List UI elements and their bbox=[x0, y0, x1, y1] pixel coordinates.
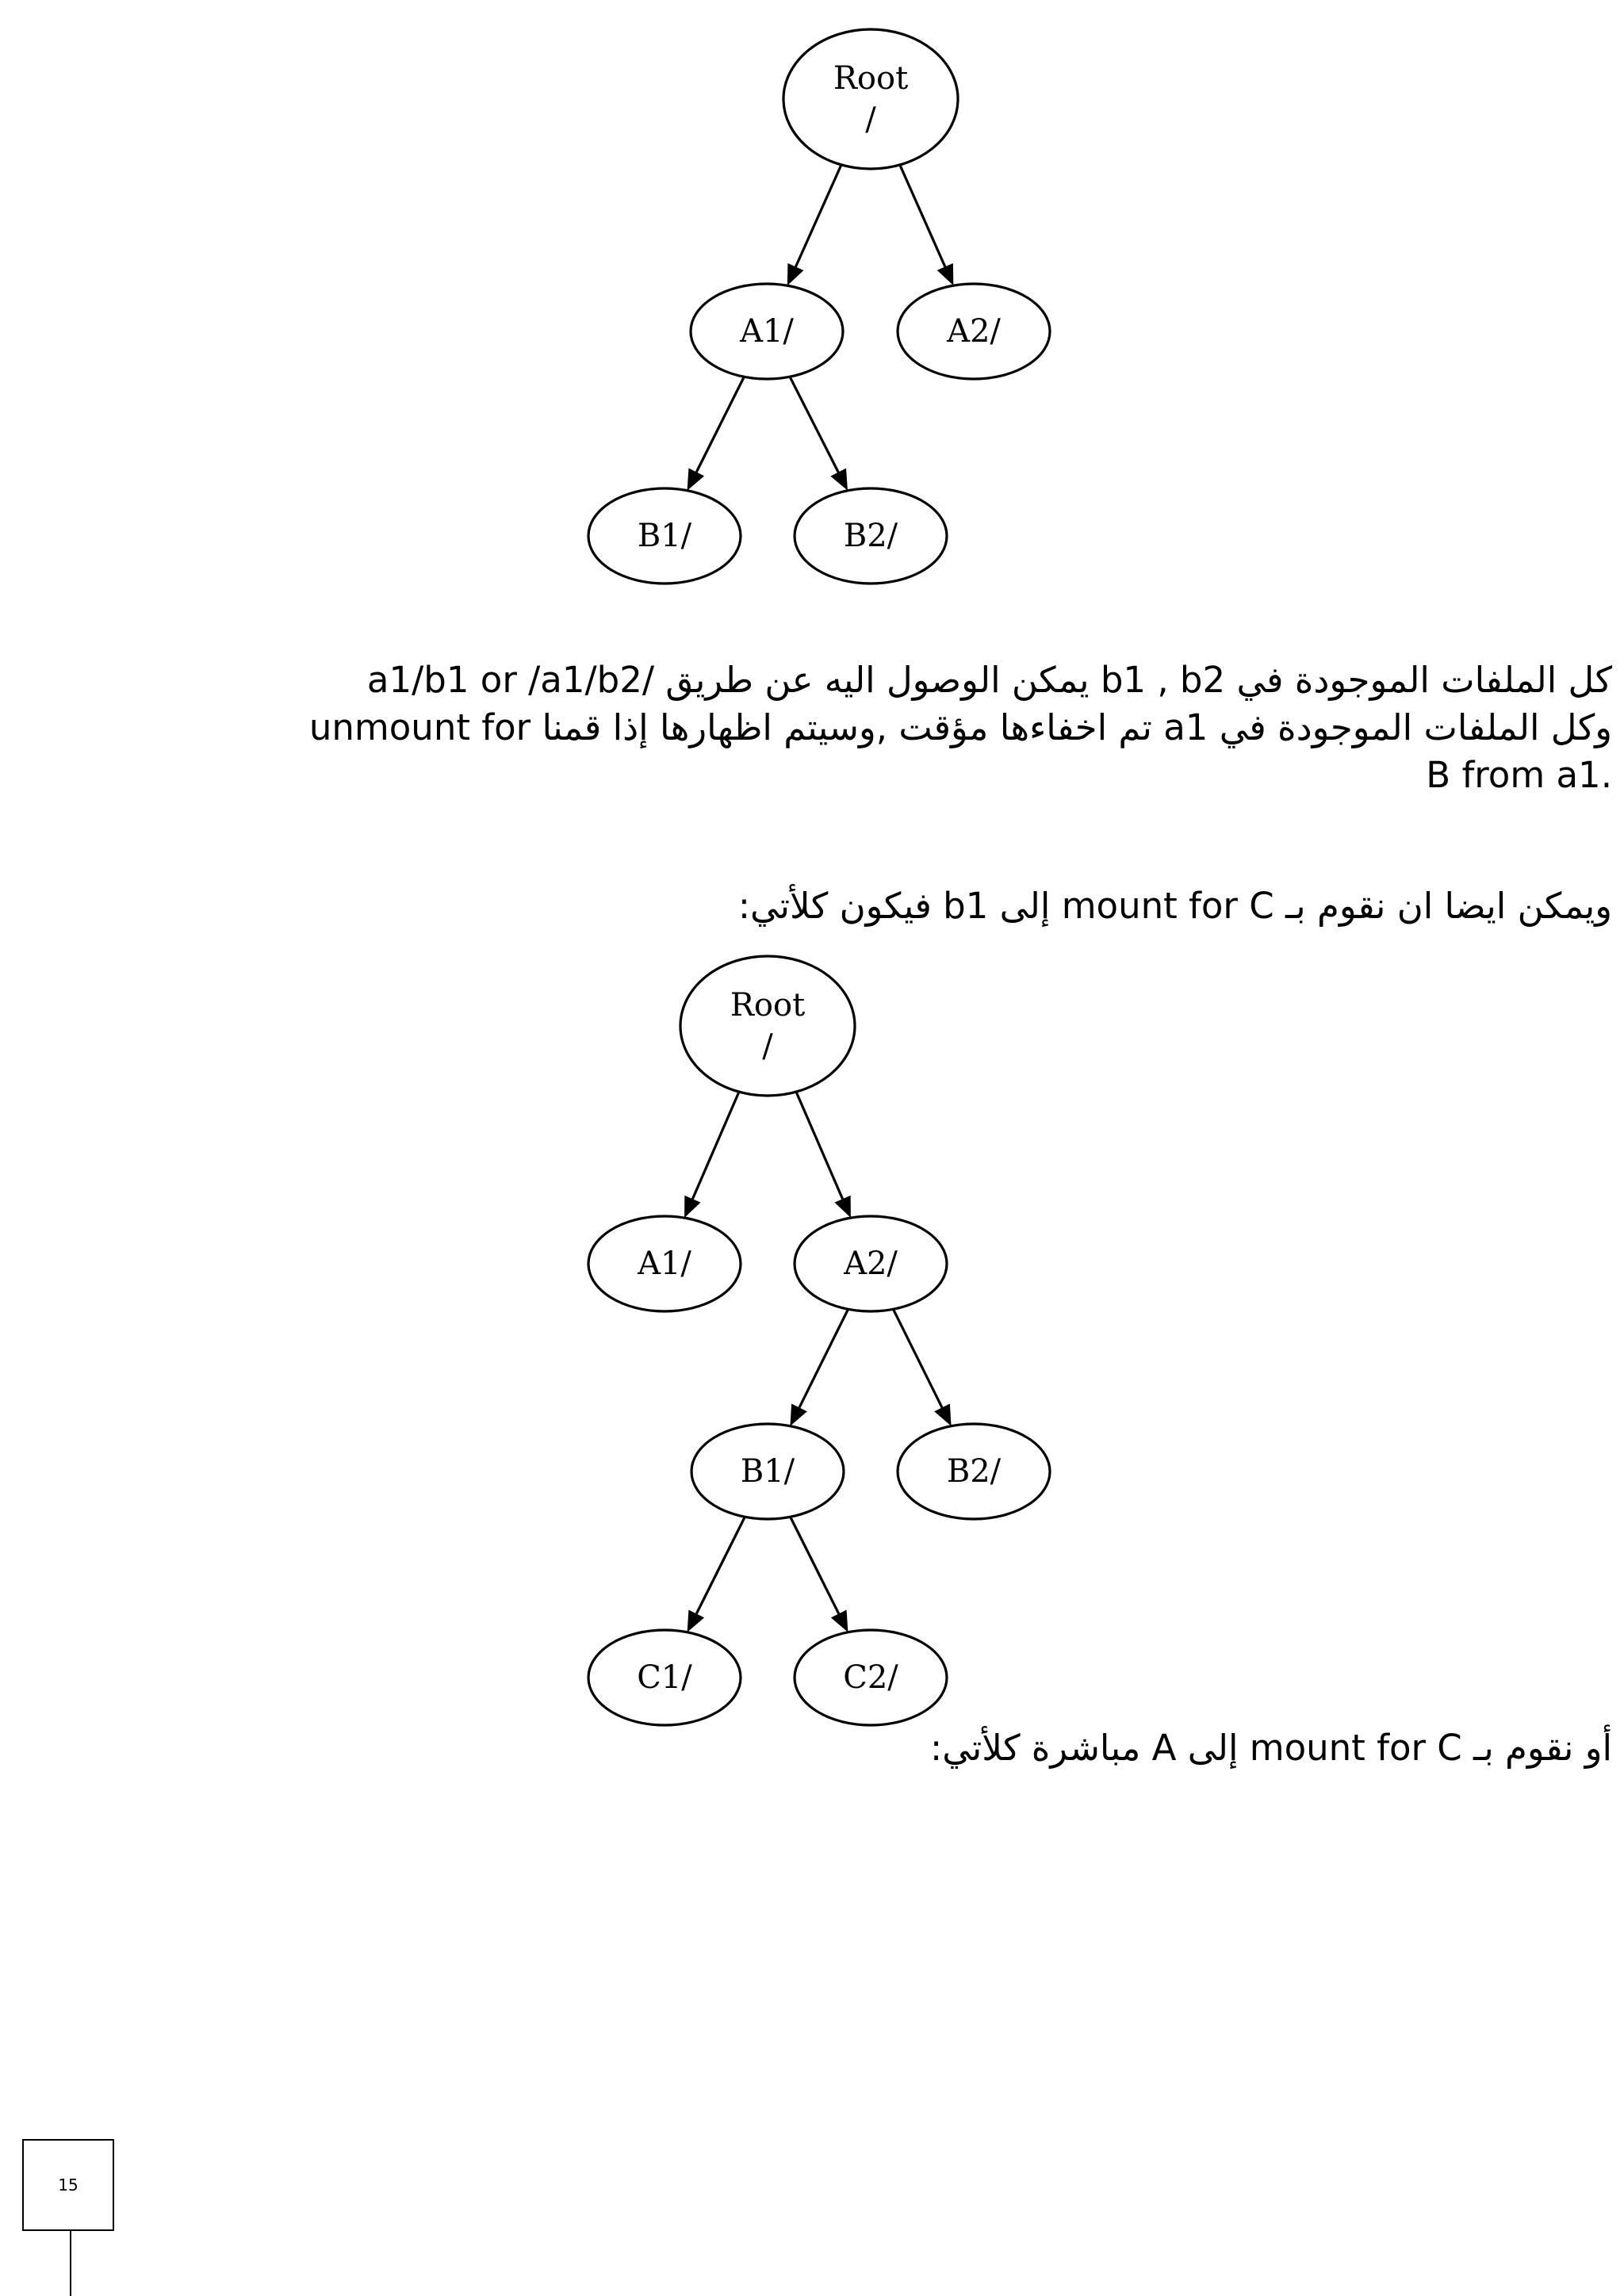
edge-a2-b2 bbox=[893, 1309, 942, 1407]
paragraph-line: أو نقوم بـ mount for C إلى A مباشرة كلأتي: bbox=[930, 1727, 1612, 1769]
node-label-b2-0: B2/ bbox=[946, 1453, 1002, 1490]
edge-a1-b2 bbox=[790, 377, 838, 472]
directory-tree-1 bbox=[0, 0, 1624, 618]
tree-node-b2 bbox=[795, 488, 947, 584]
node-label-a2-0: A2/ bbox=[947, 313, 1001, 350]
edge-b1-c2 bbox=[791, 1517, 839, 1613]
node-label-root-1: / bbox=[865, 101, 876, 138]
edge-b1-c1 bbox=[696, 1517, 745, 1613]
edge-root-a1 bbox=[692, 1092, 739, 1199]
paragraph-mount-c-to-a bbox=[930, 1724, 1612, 1772]
paragraph-line-3: B from a1. bbox=[1426, 754, 1612, 796]
paragraph-line-2: وكل الملفات الموجودة في a1 تم اخفاءها مؤقت ,وسيتم اظهارها إذا قمنا unmount for bbox=[308, 706, 1612, 748]
directory-tree-2 bbox=[0, 904, 1624, 1728]
page-number-box bbox=[22, 2139, 114, 2231]
node-label-a1-0: A1/ bbox=[638, 1246, 691, 1282]
edge-root-a2 bbox=[900, 165, 945, 266]
node-label-b1-0: B1/ bbox=[740, 1453, 795, 1490]
tree-node-b1 bbox=[588, 488, 741, 584]
directory-tree-2-svg bbox=[0, 904, 1624, 1728]
edge-a1-b1 bbox=[696, 377, 744, 472]
node-label-b1-0: B1/ bbox=[637, 518, 692, 554]
edge-a2-b1 bbox=[799, 1309, 848, 1407]
page-number-stem bbox=[70, 2231, 71, 2296]
edge-root-a1 bbox=[795, 165, 841, 267]
node-ellipse-root bbox=[783, 29, 958, 169]
paragraph-mount-explanation bbox=[309, 656, 1612, 799]
tree-node-a1 bbox=[691, 284, 843, 379]
tree-node-c1 bbox=[588, 1630, 741, 1725]
tree-node-a2 bbox=[795, 1216, 947, 1311]
page-number: 15 bbox=[58, 2175, 79, 2195]
tree-node-a1 bbox=[588, 1216, 741, 1311]
node-ellipse-root bbox=[680, 956, 855, 1096]
tree-node-root bbox=[783, 29, 958, 169]
tree-node-root bbox=[680, 956, 855, 1096]
node-label-root-1: / bbox=[762, 1028, 773, 1065]
tree-node-a2 bbox=[898, 284, 1050, 379]
node-label-root-0: Root bbox=[730, 987, 806, 1024]
tree-node-b1 bbox=[691, 1424, 844, 1519]
node-label-c1-0: C1/ bbox=[637, 1659, 692, 1696]
edge-root-a2 bbox=[796, 1092, 843, 1199]
node-label-root-0: Root bbox=[833, 60, 909, 97]
node-label-c2-0: C2/ bbox=[843, 1659, 898, 1696]
paragraph-line: ويمكن ايضا ان نقوم بـ mount for C إلى b1 فيكون كلأتي: bbox=[737, 885, 1612, 927]
paragraph-line-1: كل الملفات الموجودة في b1 , b2 يمكن الوصول اليه عن طريق /a1/b1 or /a1/b2 bbox=[366, 659, 1612, 701]
directory-tree-1-svg bbox=[0, 0, 1624, 618]
node-label-a1-0: A1/ bbox=[740, 313, 794, 350]
tree-node-b2 bbox=[898, 1424, 1050, 1519]
node-label-a2-0: A2/ bbox=[844, 1246, 898, 1282]
tree-node-c2 bbox=[795, 1630, 947, 1725]
node-label-b2-0: B2/ bbox=[843, 518, 898, 554]
